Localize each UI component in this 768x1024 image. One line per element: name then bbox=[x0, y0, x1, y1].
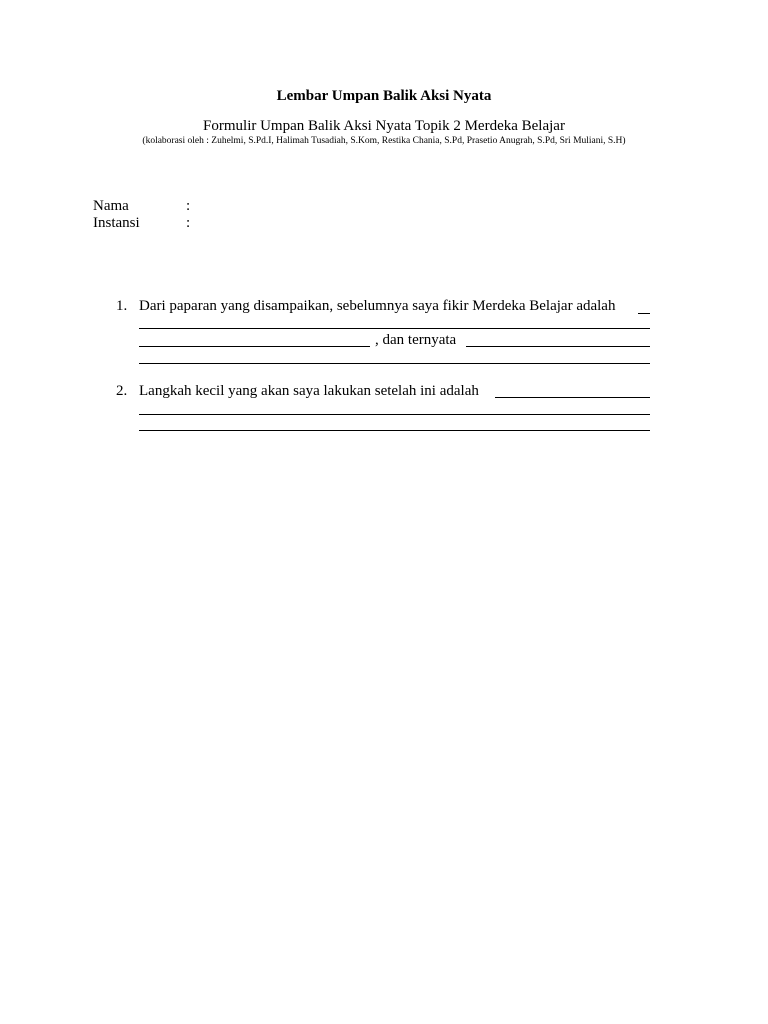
field-separator: : bbox=[186, 198, 191, 214]
document-title: Lembar Umpan Balik Aksi Nyata bbox=[276, 88, 492, 104]
answer-line bbox=[139, 363, 650, 364]
question-1-number: 1. bbox=[116, 298, 128, 314]
answer-line bbox=[638, 313, 650, 314]
field-nama bbox=[93, 197, 190, 215]
question-1-text: Dari paparan yang disampaikan, sebelumnya saya fikir Merdeka Belajar adalah bbox=[139, 298, 616, 314]
answer-line bbox=[466, 346, 650, 347]
field-label: Nama bbox=[93, 198, 129, 214]
document-credits: (kolaborasi oleh : Zuhelmi, S.Pd.I, Halimah Tusadiah, S.Kom, Restika Chania, S.Pd, Prasetio Anugrah, S.Pd, Sri Muliani, S.H) bbox=[142, 136, 626, 146]
field-separator: : bbox=[186, 215, 191, 231]
question-1-continuation: , dan ternyata bbox=[375, 332, 457, 348]
question-2-text: Langkah kecil yang akan saya lakukan setelah ini adalah bbox=[139, 383, 479, 399]
answer-line bbox=[139, 328, 650, 329]
answer-line bbox=[139, 430, 650, 431]
question-2-number: 2. bbox=[116, 383, 128, 399]
document-subtitle: Formulir Umpan Balik Aksi Nyata Topik 2 Merdeka Belajar bbox=[203, 118, 565, 134]
answer-line bbox=[139, 414, 650, 415]
field-instansi bbox=[93, 214, 190, 232]
answer-line bbox=[139, 346, 370, 347]
field-label: Instansi bbox=[93, 215, 140, 231]
answer-line bbox=[495, 397, 650, 398]
